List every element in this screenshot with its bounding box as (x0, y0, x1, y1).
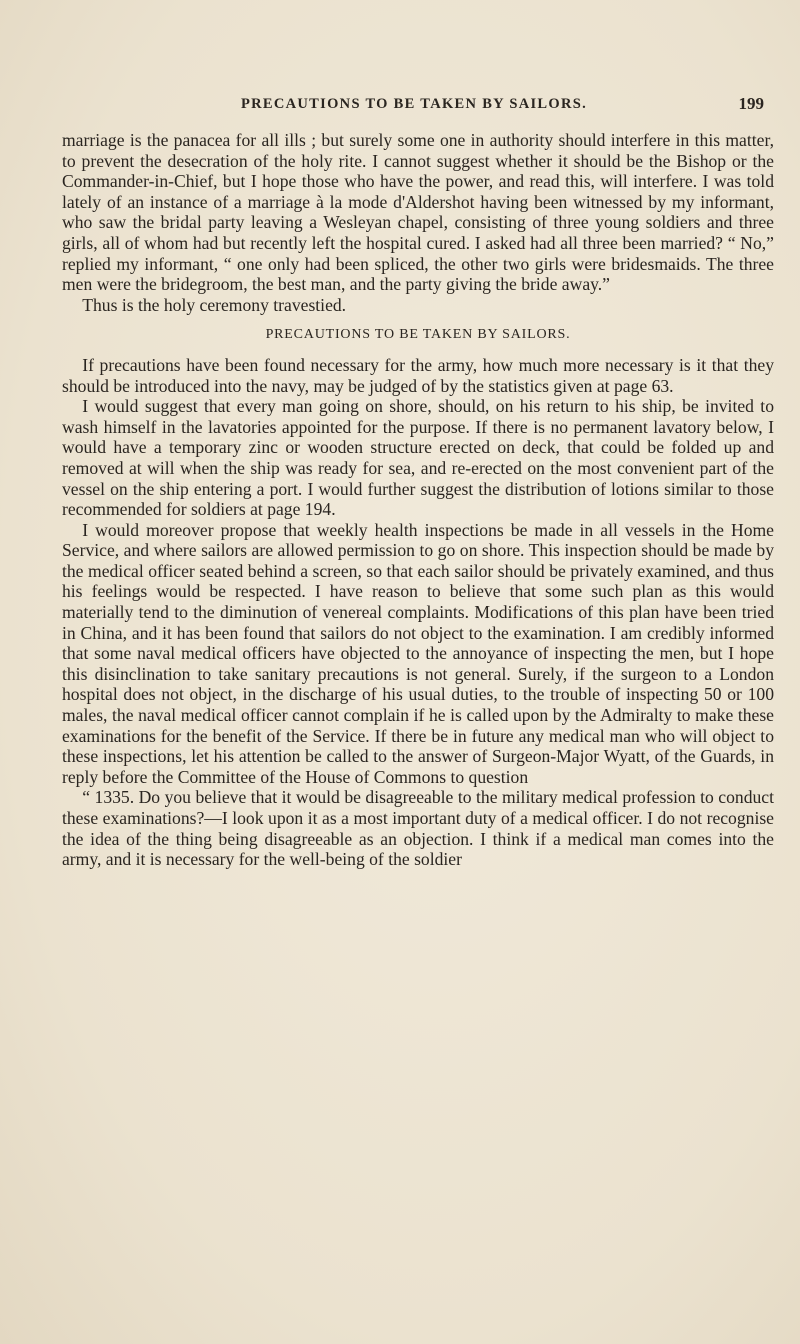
paragraph-health-inspections: I would moreover propose that weekly health inspections be made in all vessels in the Home Service, and where sailors are allowed permission to go on shore. This inspection should be made by the medical officer seated behind a screen, so that each sailor should be privately examined, and thus his feelings would be respected. I have reason to believe that some such plan as this would materially tend to the diminution of venereal complaints. Modifications of this plan have been tried in China, and it has been found that sailors do not object to the examination. I am credibly informed that some naval medical officers have objected to the annoyance of inspecting the men, but I hope this disinclination to take sanitary precautions is not general. Surely, if the surgeon to a London hospital does not object, in the discharge of his usual duties, to the trouble of inspecting 50 or 100 males, the naval medical officer cannot complain if he is called upon by the Admiralty to make these examinations for the benefit of the Service. If there be in future any medical man who will object to these inspections, let his attention be called to the answer of Surgeon-Major Wyatt, of the Guards, in reply before the Committee of the House of Commons to question (62, 519, 774, 787)
page-number: 199 (738, 94, 764, 113)
paragraph-navy-precautions: If precautions have been found necessary for the army, how much more necessary is it that they should be introduced into the navy, may be judged of by the statistics given at page 63. (62, 354, 774, 396)
running-head: PRECAUTIONS TO BE TAKEN BY SAILORS. (240, 96, 588, 112)
paragraph-question-1335: “ 1335. Do you believe that it would be disagreeable to the military medical profession to conduct these examinations?—I look upon it as a most important duty of a medical officer. I do not recognise the idea of the thing being disagreeable as an objection. I think if a medical man comes into the army, and it is necessary for the well-being of the soldier (62, 787, 774, 870)
section-heading: PRECAUTIONS TO BE TAKEN BY SAILORS. (265, 327, 571, 343)
paragraph-travestied: Thus is the holy ceremony travestied. (82, 294, 347, 315)
paragraph-lavatories: I would suggest that every man going on shore, should, on his return to his ship, be invited to wash himself in the lavatories appointed for the purpose. If there is no permanent lavatory below, I would have a temporary zinc or wooden structure erected on deck, that could be folded up and removed at will when the ship was ready for sea, and re-erected on the most convenient part of the vessel on the ship entering a port. I would further suggest the distribution of lotions similar to those recommended for soldiers at page 194. (62, 396, 774, 520)
page-header (60, 94, 768, 118)
paragraph-marriage: marriage is the panacea for all ills ; but surely some one in authority should interfere in this matter, to prevent the desecration of the holy rite. I cannot suggest whether it should be the Bishop or the Commander-in-Chief, but I hope those who have the power, and read this, will interfere. I was told lately of an instance of a marriage à la mode d'Aldershot having been witnessed by my informant, who saw the bridal party leaving a Wesleyan chapel, consisting of three young soldiers and three girls, all of whom had but recently left the hospital cured. I asked had all three been married? “ No,” replied my informant, “ one only had been spliced, the other two girls were bridesmaids. The three men were the bridegroom, the best man, and the party giving the bride away.” (62, 130, 774, 295)
page-body (62, 130, 774, 870)
